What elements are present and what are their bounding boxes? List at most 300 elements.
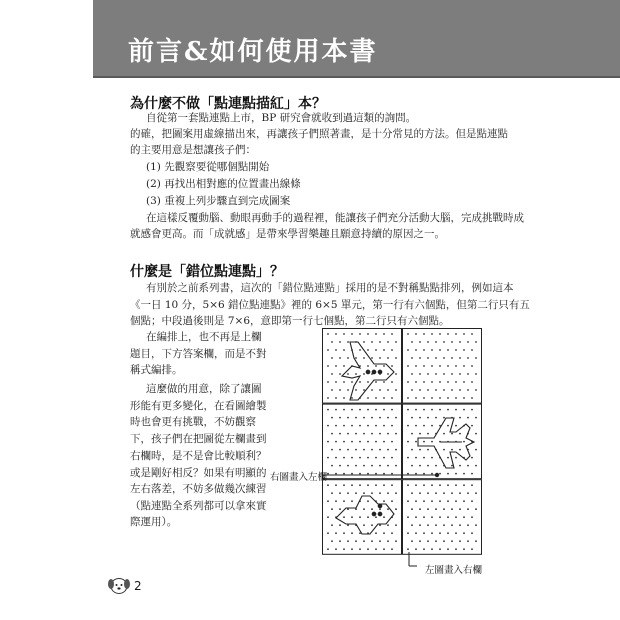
grid-dot bbox=[431, 365, 433, 367]
grid-panel bbox=[323, 480, 402, 555]
page-number: 2 bbox=[134, 579, 142, 593]
grid-dot bbox=[427, 540, 429, 542]
grid-dot bbox=[459, 465, 461, 467]
grid-dot bbox=[419, 389, 421, 391]
grid-dot bbox=[359, 425, 361, 427]
grid-dot bbox=[379, 540, 381, 542]
grid-dot bbox=[443, 341, 445, 343]
grid-dot bbox=[431, 441, 433, 443]
grid-dot bbox=[439, 532, 441, 534]
grid-dot bbox=[435, 508, 437, 510]
grid-dot bbox=[371, 492, 373, 494]
grid-dot bbox=[467, 465, 469, 467]
grid-dot bbox=[355, 357, 357, 359]
grid-dot bbox=[431, 500, 433, 502]
grid-dot bbox=[355, 433, 357, 435]
grid-dot bbox=[427, 449, 429, 451]
grid-dot bbox=[395, 373, 397, 375]
grid-dot bbox=[363, 341, 365, 343]
header-underline bbox=[93, 76, 620, 78]
grid-dot bbox=[351, 333, 353, 335]
grid-dot bbox=[343, 548, 345, 550]
grid-panels bbox=[323, 329, 482, 555]
grid-dot bbox=[439, 333, 441, 335]
grid-dot bbox=[471, 473, 473, 475]
grid-dot bbox=[375, 333, 377, 335]
grid-dot bbox=[359, 457, 361, 459]
grid-dot bbox=[407, 500, 409, 502]
grid-dot bbox=[427, 508, 429, 510]
grid-dot bbox=[371, 524, 373, 526]
grid-dot bbox=[415, 397, 417, 399]
grid-dot bbox=[335, 457, 337, 459]
grid-dot bbox=[407, 397, 409, 399]
grid-dot bbox=[431, 397, 433, 399]
grid-dot bbox=[463, 381, 465, 383]
grid-dot bbox=[467, 341, 469, 343]
dot-grid-figure bbox=[322, 328, 482, 555]
grid-dot bbox=[463, 532, 465, 534]
grid-dot bbox=[435, 540, 437, 542]
grid-dot bbox=[327, 397, 329, 399]
grid-dot bbox=[427, 341, 429, 343]
grid-dot bbox=[343, 397, 345, 399]
grid-dot bbox=[471, 365, 473, 367]
grid-dot bbox=[431, 484, 433, 486]
grid-dot bbox=[475, 449, 477, 451]
grid-dot bbox=[347, 417, 349, 419]
grid-dot bbox=[371, 417, 373, 419]
grid-dot bbox=[467, 373, 469, 375]
side-text-line: 際運用）。 bbox=[130, 516, 178, 528]
grid-dot bbox=[351, 532, 353, 534]
grid-dot bbox=[331, 433, 333, 435]
grid-dot bbox=[387, 417, 389, 419]
grid-dot bbox=[391, 500, 393, 502]
grid-dot bbox=[419, 417, 421, 419]
grid-dot bbox=[455, 381, 457, 383]
side-text-line: 或是剛好相反？如果有明顯的 bbox=[130, 467, 267, 479]
grid-dot bbox=[387, 389, 389, 391]
grid-dot bbox=[395, 357, 397, 359]
grid-dot bbox=[339, 540, 341, 542]
grid-dot bbox=[383, 500, 385, 502]
grid-dot bbox=[347, 465, 349, 467]
grid-dot bbox=[419, 357, 421, 359]
grid-dot bbox=[455, 473, 457, 475]
grid-dot bbox=[347, 492, 349, 494]
grid-dot bbox=[339, 341, 341, 343]
grid-dot bbox=[327, 441, 329, 443]
grid-dot bbox=[387, 540, 389, 542]
grid-dot bbox=[379, 508, 381, 510]
grid-dot bbox=[335, 333, 337, 335]
grid-dot bbox=[363, 417, 365, 419]
grid-dot bbox=[347, 433, 349, 435]
grid-dot bbox=[471, 425, 473, 427]
grid-dot bbox=[423, 409, 425, 411]
grid-dot bbox=[439, 397, 441, 399]
grid-dot bbox=[459, 540, 461, 542]
grid-dot bbox=[475, 433, 477, 435]
grid-dot bbox=[415, 532, 417, 534]
grid-dot bbox=[459, 449, 461, 451]
grid-dot bbox=[415, 333, 417, 335]
grid-dot bbox=[387, 357, 389, 359]
grid-dot bbox=[355, 508, 357, 510]
grid-dot bbox=[343, 365, 345, 367]
grid-dot bbox=[459, 389, 461, 391]
grid-dot bbox=[395, 417, 397, 419]
grid-dot bbox=[419, 508, 421, 510]
grid-dot bbox=[383, 333, 385, 335]
grid-dot bbox=[427, 357, 429, 359]
grid-dot bbox=[463, 365, 465, 367]
grid-dot bbox=[447, 484, 449, 486]
grid-dot bbox=[391, 548, 393, 550]
grid-dot bbox=[459, 492, 461, 494]
grid-dot bbox=[475, 492, 477, 494]
grid-dot bbox=[335, 397, 337, 399]
grid-dot bbox=[343, 532, 345, 534]
grid-dot bbox=[367, 484, 369, 486]
grid-dot bbox=[407, 365, 409, 367]
grid-dot bbox=[451, 449, 453, 451]
grid-dot bbox=[447, 532, 449, 534]
grid-dot bbox=[395, 524, 397, 526]
grid-dot bbox=[395, 508, 397, 510]
grid-dot bbox=[423, 457, 425, 459]
grid-dot bbox=[363, 540, 365, 542]
section1-line: 就感會更高。而「成就感」是帶來學習樂趣且願意持續的原因之一。 bbox=[130, 228, 445, 240]
section1-list-item: (3) 重複上列步驟直到完成圖案 bbox=[146, 195, 291, 207]
grid-dot bbox=[379, 417, 381, 419]
grid-dot bbox=[455, 333, 457, 335]
section1-heading: 為什麼不做「點連點描紅」本？ bbox=[130, 96, 326, 112]
grid-dot bbox=[395, 341, 397, 343]
grid-dot bbox=[443, 540, 445, 542]
grid-dot bbox=[411, 417, 413, 419]
grid-dot bbox=[347, 524, 349, 526]
grid-dot bbox=[435, 389, 437, 391]
grid-dot bbox=[467, 492, 469, 494]
grid-dot bbox=[367, 381, 369, 383]
grid-dot bbox=[443, 357, 445, 359]
grid-dot bbox=[379, 465, 381, 467]
grid-dot bbox=[407, 333, 409, 335]
grid-dot bbox=[395, 540, 397, 542]
grid-dot bbox=[383, 409, 385, 411]
grid-dot bbox=[359, 484, 361, 486]
grid-dot bbox=[463, 333, 465, 335]
grid-dot bbox=[423, 532, 425, 534]
grid-dot bbox=[331, 357, 333, 359]
grid-dot bbox=[407, 409, 409, 411]
grid-dot bbox=[443, 524, 445, 526]
grid-dot bbox=[415, 500, 417, 502]
grid-dot bbox=[351, 381, 353, 383]
grid-dot bbox=[367, 365, 369, 367]
grid-dot bbox=[427, 417, 429, 419]
side-text-line: 右欄時，是不是會比較順利？ bbox=[130, 450, 267, 462]
grid-dot bbox=[351, 397, 353, 399]
grid-dot bbox=[383, 516, 385, 518]
grid-dot bbox=[339, 389, 341, 391]
grid-dot bbox=[471, 349, 473, 351]
grid-dot bbox=[359, 441, 361, 443]
grid-dot bbox=[339, 373, 341, 375]
grid-dot bbox=[451, 465, 453, 467]
grid-dot bbox=[475, 341, 477, 343]
grid-dot bbox=[395, 433, 397, 435]
grid-dot bbox=[423, 397, 425, 399]
grid-dot bbox=[367, 397, 369, 399]
grid-dot bbox=[327, 381, 329, 383]
grid-dot bbox=[455, 532, 457, 534]
grid-dot bbox=[415, 457, 417, 459]
grid-dot bbox=[431, 548, 433, 550]
grid-dot bbox=[343, 333, 345, 335]
grid-dot bbox=[463, 349, 465, 351]
section1-line: 的確，把圖案用虛線描出來，再讓孩子們照著畫，是十分常見的方法。但是點連點 bbox=[130, 128, 508, 140]
grid-dot bbox=[363, 492, 365, 494]
grid-dot bbox=[439, 548, 441, 550]
grid-dot bbox=[387, 465, 389, 467]
grid-dot bbox=[427, 465, 429, 467]
grid-dot bbox=[415, 409, 417, 411]
grid-dot bbox=[391, 457, 393, 459]
grid-dot bbox=[419, 373, 421, 375]
grid-dot bbox=[359, 516, 361, 518]
grid-dot bbox=[379, 357, 381, 359]
grid-dot bbox=[371, 357, 373, 359]
grid-dot bbox=[475, 389, 477, 391]
grid-dot bbox=[391, 365, 393, 367]
grid-dot bbox=[351, 500, 353, 502]
grid-dot bbox=[407, 441, 409, 443]
grid-dot bbox=[475, 540, 477, 542]
grid-dot bbox=[455, 397, 457, 399]
grid-dot bbox=[375, 441, 377, 443]
grid-dot bbox=[395, 449, 397, 451]
grid-dot bbox=[419, 433, 421, 435]
grid-dot bbox=[423, 381, 425, 383]
grid-dot bbox=[395, 492, 397, 494]
grid-dot bbox=[431, 425, 433, 427]
grid-dot bbox=[419, 341, 421, 343]
grid-dot bbox=[423, 548, 425, 550]
grid-dot bbox=[463, 484, 465, 486]
grid-dot bbox=[391, 441, 393, 443]
grid-dot bbox=[335, 409, 337, 411]
grid-dot bbox=[327, 425, 329, 427]
grid-dot bbox=[419, 540, 421, 542]
grid-dot bbox=[415, 365, 417, 367]
grid-dot bbox=[459, 341, 461, 343]
grid-dot bbox=[327, 409, 329, 411]
grid-dot bbox=[351, 409, 353, 411]
grid-dot bbox=[451, 389, 453, 391]
grid-dot bbox=[439, 365, 441, 367]
grid-dot bbox=[467, 524, 469, 526]
grid-dot bbox=[379, 492, 381, 494]
grid-dot bbox=[327, 333, 329, 335]
grid-dot bbox=[375, 532, 377, 534]
grid-dot bbox=[467, 508, 469, 510]
puppy-face-icon bbox=[108, 575, 130, 595]
grid-dot bbox=[347, 373, 349, 375]
grid-dot bbox=[375, 548, 377, 550]
grid-dot bbox=[331, 373, 333, 375]
grid-dot bbox=[359, 381, 361, 383]
grid-dot bbox=[339, 524, 341, 526]
grid-dot bbox=[391, 532, 393, 534]
grid-dot bbox=[435, 341, 437, 343]
grid-dot bbox=[367, 333, 369, 335]
grid-dot bbox=[475, 357, 477, 359]
grid-dot bbox=[455, 484, 457, 486]
grid-dot bbox=[463, 500, 465, 502]
grid-dot bbox=[471, 500, 473, 502]
grid-dot bbox=[451, 524, 453, 526]
grid-dot bbox=[455, 365, 457, 367]
grid-dot bbox=[367, 441, 369, 443]
side-text-line: 左右落差，不妨多做幾次練習 bbox=[130, 483, 267, 495]
grid-dot bbox=[391, 333, 393, 335]
grid-dot bbox=[379, 433, 381, 435]
grid-dot bbox=[331, 389, 333, 391]
grid-dot bbox=[443, 508, 445, 510]
side-text-line: 稱式編排。 bbox=[130, 364, 183, 376]
grid-dot bbox=[375, 409, 377, 411]
grid-dot bbox=[411, 433, 413, 435]
grid-dot bbox=[407, 349, 409, 351]
grid-dot bbox=[331, 492, 333, 494]
grid-dot bbox=[411, 492, 413, 494]
grid-panel bbox=[403, 404, 482, 479]
grid-dot bbox=[435, 465, 437, 467]
grid-dot bbox=[387, 449, 389, 451]
grid-dot bbox=[447, 409, 449, 411]
grid-dot bbox=[423, 349, 425, 351]
grid-dot bbox=[471, 409, 473, 411]
section2-heading: 什麼是「錯位點連點」？ bbox=[130, 264, 284, 280]
grid-dot bbox=[415, 516, 417, 518]
grid-dot bbox=[435, 417, 437, 419]
grid-dot bbox=[447, 381, 449, 383]
grid-dot bbox=[439, 516, 441, 518]
grid-dot bbox=[407, 484, 409, 486]
grid-dot bbox=[335, 548, 337, 550]
grid-dot bbox=[383, 349, 385, 351]
grid-dot bbox=[347, 389, 349, 391]
grid-dot bbox=[463, 441, 465, 443]
grid-dot bbox=[463, 409, 465, 411]
grid-dot bbox=[331, 449, 333, 451]
grid-dot bbox=[459, 357, 461, 359]
grid-dot bbox=[387, 341, 389, 343]
grid-dot bbox=[347, 357, 349, 359]
grid-dot bbox=[327, 500, 329, 502]
grid-dot bbox=[451, 341, 453, 343]
grid-dot bbox=[371, 465, 373, 467]
side-text-line: 題目，下方答案欄，而是不對 bbox=[130, 348, 267, 360]
grid-dot bbox=[339, 357, 341, 359]
grid-dot bbox=[411, 465, 413, 467]
grid-dot bbox=[327, 516, 329, 518]
grid-dot bbox=[419, 449, 421, 451]
grid-dot bbox=[459, 373, 461, 375]
grid-dot bbox=[335, 381, 337, 383]
page-title: 前言&如何使用本書 bbox=[128, 37, 378, 67]
grid-dot bbox=[471, 516, 473, 518]
grid-dot bbox=[443, 373, 445, 375]
grid-dot bbox=[475, 417, 477, 419]
grid-dot bbox=[367, 349, 369, 351]
grid-dot bbox=[475, 465, 477, 467]
grid-dot bbox=[387, 492, 389, 494]
grid-dot bbox=[343, 409, 345, 411]
grid-dot bbox=[431, 457, 433, 459]
grid-dot bbox=[435, 524, 437, 526]
grid-dot bbox=[355, 540, 357, 542]
grid-dot bbox=[331, 465, 333, 467]
grid-dot bbox=[331, 524, 333, 526]
grid-dot bbox=[363, 508, 365, 510]
grid-dot bbox=[375, 365, 377, 367]
grid-dot bbox=[475, 373, 477, 375]
grid-dot bbox=[391, 381, 393, 383]
grid-dot bbox=[471, 397, 473, 399]
grid-dot bbox=[463, 548, 465, 550]
grid-dot bbox=[423, 365, 425, 367]
grid-dot bbox=[459, 433, 461, 435]
grid-dot bbox=[427, 492, 429, 494]
grid-dot bbox=[411, 341, 413, 343]
grid-dot bbox=[383, 548, 385, 550]
grid-dot bbox=[351, 484, 353, 486]
section2-line: 有別於之前系列書，這次的「錯位點連點」採用的是不對稱點點排列，例如這本 bbox=[146, 282, 514, 294]
grid-dot bbox=[375, 516, 377, 518]
grid-dot bbox=[423, 441, 425, 443]
grid-dot bbox=[355, 492, 357, 494]
grid-dot bbox=[383, 381, 385, 383]
grid-dot bbox=[375, 425, 377, 427]
grid-dot bbox=[343, 457, 345, 459]
grid-dot bbox=[411, 524, 413, 526]
side-text-line: （點連點全系列都可以拿來實 bbox=[130, 500, 267, 512]
grid-dot bbox=[463, 397, 465, 399]
label-right-to-left: 右圖畫入左欄 bbox=[270, 472, 328, 483]
grid-dot bbox=[339, 417, 341, 419]
grid-dot bbox=[343, 500, 345, 502]
arrow-right-to-left bbox=[323, 469, 443, 481]
side-text-line: 在編排上，也不再是上欄 bbox=[146, 331, 262, 343]
grid-dot bbox=[359, 349, 361, 351]
grid-dot bbox=[335, 365, 337, 367]
side-text-line: 這麼做的用意，除了讓圖 bbox=[146, 383, 262, 395]
grid-dot bbox=[343, 516, 345, 518]
grid-dot bbox=[471, 333, 473, 335]
side-text-line: 時也會更有挑戰，不妨觀察 bbox=[130, 416, 256, 428]
grid-dot bbox=[379, 449, 381, 451]
grid-dot bbox=[371, 508, 373, 510]
grid-dot bbox=[471, 484, 473, 486]
grid-dot bbox=[355, 389, 357, 391]
side-text-line: 下，孩子們在把圖從左欄畫到 bbox=[130, 433, 267, 445]
grid-dot bbox=[339, 492, 341, 494]
grid-dot bbox=[455, 349, 457, 351]
